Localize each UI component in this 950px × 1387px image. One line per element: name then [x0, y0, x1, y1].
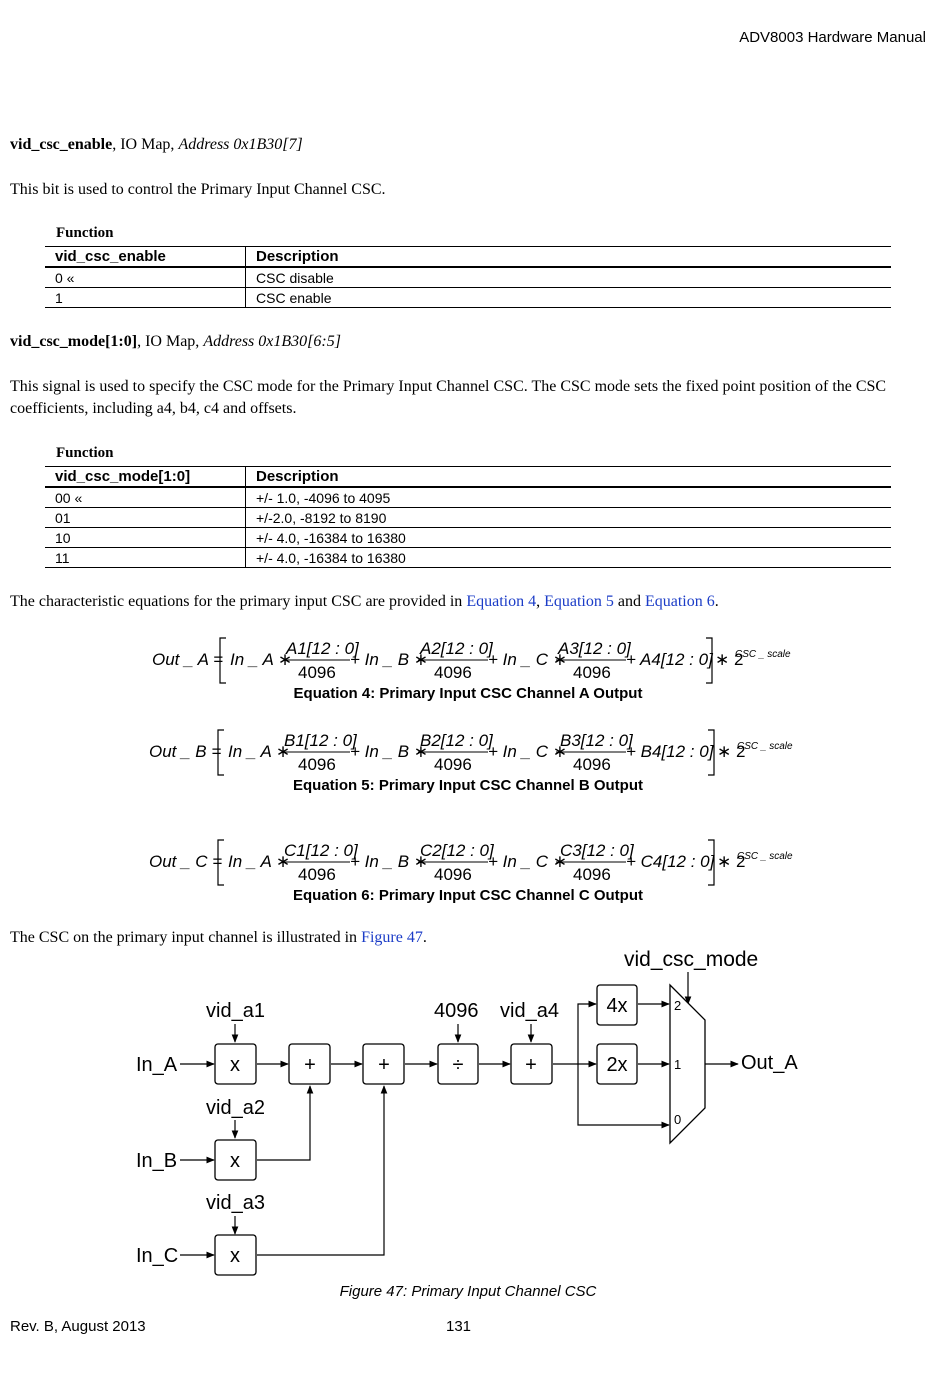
multiply-symbol: x — [230, 1150, 240, 1172]
footer-revision: Rev. B, August 2013 — [10, 1318, 146, 1335]
equation-numerator: A2[12 : 0] — [420, 639, 493, 658]
equation-lhs: Out _ B = — [149, 742, 222, 761]
table-cell: CSC disable — [246, 267, 892, 288]
coef-a2-label: vid_a2 — [206, 1097, 265, 1119]
equation-denominator: 4096 — [573, 865, 611, 884]
page-header-title: ADV8003 Hardware Manual — [739, 29, 926, 46]
table-cell: CSC enable — [246, 288, 892, 308]
register-address: Address 0x1B30[6:5] — [203, 333, 341, 350]
add-symbol: + — [378, 1054, 390, 1076]
table-cell: 10 — [45, 528, 246, 548]
register-map: , IO Map, — [112, 136, 179, 153]
equation-denominator: 4096 — [298, 865, 336, 884]
coef-a1-label: vid_a1 — [206, 1000, 265, 1022]
table-cell: 0 « — [45, 267, 246, 288]
intro-text: The characteristic equations for the primary input CSC are provided in — [10, 593, 467, 610]
mux-input-2-label: 2 — [674, 998, 682, 1013]
intro-separator: and — [613, 593, 645, 610]
table-cell: 01 — [45, 508, 246, 528]
equation-denominator: 4096 — [298, 663, 336, 682]
equation-numerator: B3[12 : 0] — [560, 731, 633, 750]
equation-6-caption: Equation 6: Primary Input CSC Channel C Output — [292, 887, 643, 904]
equation-denominator: 4096 — [298, 755, 336, 774]
equation-exponent: CSC _ scale — [737, 741, 793, 752]
register-description: This bit is used to control the Primary Input Channel CSC. — [10, 181, 386, 198]
equation-lhs: Out _ A = — [152, 650, 224, 669]
equation-term: + In _ C ∗ — [488, 742, 567, 761]
in-c-label: In_C — [136, 1245, 179, 1267]
coef-a4-label: vid_a4 — [500, 1000, 559, 1022]
equation-denominator: 4096 — [434, 865, 472, 884]
equation-lhs: Out _ C = — [149, 852, 223, 871]
equation-term: In _ A ∗ — [228, 852, 291, 871]
divide-symbol: ÷ — [452, 1054, 464, 1076]
register-name: vid_csc_mode[1:0] — [10, 333, 138, 350]
scale-4x-label: 4x — [606, 995, 628, 1017]
equation-5-caption: Equation 5: Primary Input CSC Channel B Output — [292, 777, 643, 794]
intro-suffix: . — [714, 593, 719, 610]
wire — [257, 1086, 310, 1160]
equation-numerator: C2[12 : 0] — [420, 841, 494, 860]
equation-term: In _ A ∗ — [230, 650, 293, 669]
mode-label: vid_csc_mode — [624, 948, 759, 971]
equation-denominator: 4096 — [573, 663, 611, 682]
equation-denominator: 4096 — [434, 663, 472, 682]
equation-denominator: 4096 — [573, 755, 611, 774]
intro-text: The CSC on the primary input channel is illustrated in — [10, 929, 362, 946]
equation-offset: + C4[12 : 0] — [626, 852, 715, 871]
table-cell: +/-2.0, -8192 to 8190 — [246, 508, 892, 528]
equation-exponent: CSC _ scale — [737, 851, 793, 862]
out-a-label: Out_A — [741, 1052, 798, 1074]
register-map: , IO Map, — [137, 333, 204, 350]
table-header-cell: Description — [246, 247, 892, 268]
footer-page-number: 131 — [446, 1318, 472, 1335]
table-header-cell: vid_csc_enable — [45, 247, 246, 268]
equation-term: + In _ B ∗ — [350, 650, 429, 669]
add-symbol: + — [304, 1054, 316, 1076]
scale-2x-label: 2x — [606, 1054, 628, 1076]
table-cell: 11 — [45, 548, 246, 568]
add-symbol: + — [525, 1054, 537, 1076]
table-cell: +/- 4.0, -16384 to 16380 — [246, 548, 892, 568]
equation-term: + In _ B ∗ — [350, 742, 429, 761]
equation-term: + In _ B ∗ — [350, 852, 429, 871]
const-4096-label: 4096 — [434, 1000, 479, 1022]
function-label: Function — [56, 445, 114, 461]
equation-term: In _ A ∗ — [228, 742, 291, 761]
table-cell: 00 « — [45, 487, 246, 508]
equation-4-caption: Equation 4: Primary Input CSC Channel A Output — [293, 685, 643, 702]
figure-caption: Figure 47: Primary Input Channel CSC — [339, 1283, 597, 1300]
equation-offset: + A4[12 : 0] — [626, 650, 713, 669]
multiply-symbol: x — [230, 1245, 240, 1267]
register-address: Address 0x1B30[7] — [178, 136, 303, 153]
in-b-label: In_B — [136, 1150, 178, 1172]
mux-input-1-label: 1 — [674, 1057, 682, 1072]
equation-term: + In _ C ∗ — [488, 852, 567, 871]
register-description: This signal is used to specify the CSC mode for the Primary Input Channel CSC. The CSC mode sets the fixed point position of the CSC coefficients, including a4, b4, c4 and offsets. — [10, 378, 887, 417]
table-cell: +/- 4.0, -16384 to 16380 — [246, 528, 892, 548]
equation-term: + In _ C ∗ — [488, 650, 567, 669]
equation-5-link[interactable]: Equation 5 — [544, 593, 614, 610]
register-name: vid_csc_enable — [10, 136, 113, 153]
equation-4-link[interactable]: Equation 4 — [466, 593, 537, 610]
equation-numerator: A1[12 : 0] — [286, 639, 359, 658]
equation-denominator: 4096 — [434, 755, 472, 774]
equation-numerator: A3[12 : 0] — [558, 639, 631, 658]
wire — [578, 1004, 596, 1064]
figure-47-link[interactable]: Figure 47 — [361, 929, 423, 946]
table-header-cell: Description — [246, 467, 892, 488]
equation-numerator: B2[12 : 0] — [420, 731, 493, 750]
intro-separator: , — [536, 593, 545, 610]
table-header-cell: vid_csc_mode[1:0] — [45, 467, 246, 488]
multiply-symbol: x — [230, 1054, 240, 1076]
equation-multiplier: ∗ 2 — [717, 742, 746, 761]
equation-6-link[interactable]: Equation 6 — [644, 593, 715, 610]
equation-numerator: B1[12 : 0] — [284, 731, 357, 750]
equation-offset: + B4[12 : 0] — [626, 742, 714, 761]
function-label: Function — [56, 225, 114, 241]
table-cell: +/- 1.0, -4096 to 4095 — [246, 487, 892, 508]
wire — [257, 1086, 384, 1255]
intro-suffix: . — [422, 929, 427, 946]
equation-numerator: C3[12 : 0] — [560, 841, 634, 860]
equation-numerator: C1[12 : 0] — [284, 841, 358, 860]
equation-multiplier: ∗ 2 — [715, 650, 744, 669]
coef-a3-label: vid_a3 — [206, 1192, 265, 1214]
equation-multiplier: ∗ 2 — [717, 852, 746, 871]
in-a-label: In_A — [136, 1054, 178, 1076]
mux-input-0-label: 0 — [674, 1112, 682, 1127]
table-cell: 1 — [45, 288, 246, 308]
equation-exponent: CSC _ scale — [735, 649, 791, 660]
